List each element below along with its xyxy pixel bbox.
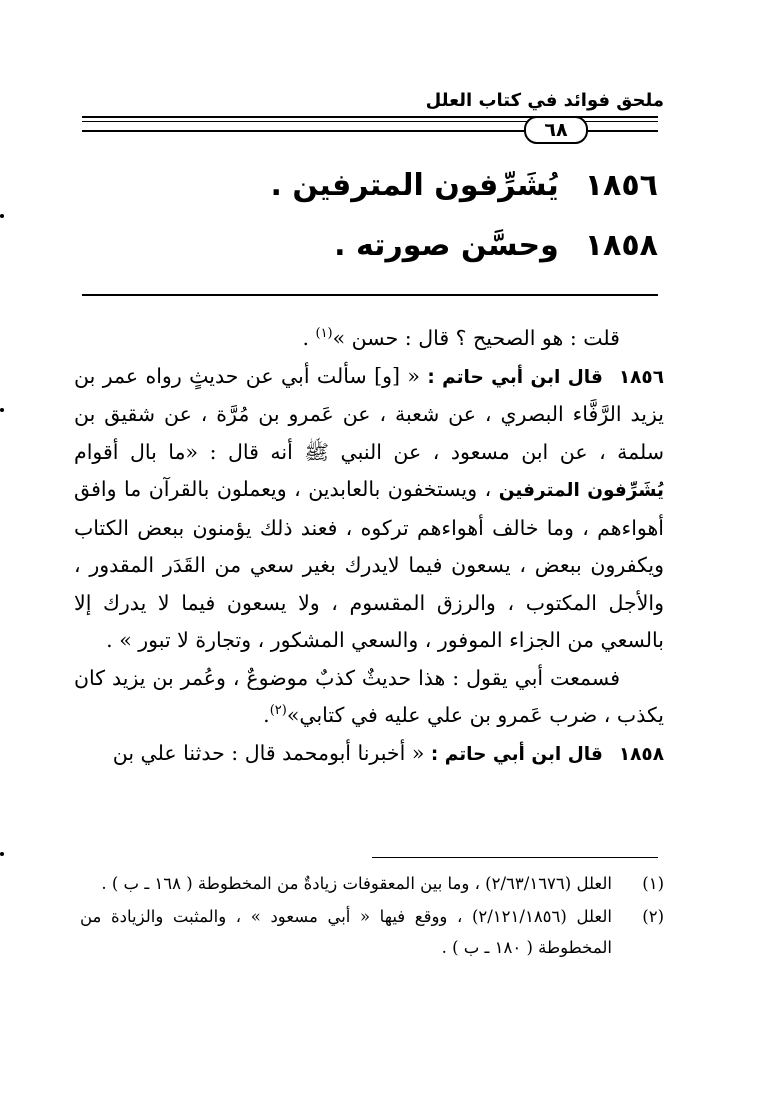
running-header-title: ملحق فوائد في كتاب العلل	[425, 90, 664, 111]
entry-heading-1858	[334, 228, 658, 263]
entry-text: يُشَرِّفون المترفين .	[270, 168, 559, 203]
page-number: ٦٨	[524, 116, 588, 144]
footnote-separator	[372, 857, 658, 858]
entry-number: ١٨٥٨	[584, 228, 658, 263]
paragraph-number: ١٨٥٦	[618, 366, 665, 388]
footnotes	[80, 868, 664, 965]
paragraph-lead: قال ابن أبي حاتم :	[427, 366, 603, 388]
footnote-1	[80, 868, 664, 899]
intro-text: قلت : هو الصحيح ؟ قال : حسن »	[332, 326, 620, 350]
hadith-paragraph-1856	[74, 358, 664, 660]
highlighted-phrase: يُشَرِّفون المترفين	[498, 480, 664, 501]
paragraph-text: « [و] سألت أبي عن حديثٍ رواه عمر بن يزيد الرَّفَّاء البصري ، عن شعبة ، عن عَمرو بن مُرَّة ، عن شقيق بن سلمة ، عن ابن مسعود ، عن النبي ﷺ أنه قال : «ما بال أقوام	[74, 363, 664, 464]
footnote-2	[80, 901, 664, 963]
section-divider	[82, 294, 658, 296]
footnote-mark: (١)	[642, 874, 664, 893]
scan-dot	[0, 852, 4, 856]
entry-number: ١٨٥٦	[584, 168, 658, 203]
intro-end: .	[302, 326, 316, 350]
entry-heading-1856	[270, 168, 658, 203]
footnote-mark: (٢)	[642, 907, 664, 926]
scan-dot	[0, 408, 4, 412]
paragraph-text: « أخبرنا أبومحمد قال : حدثنا علي بن	[112, 740, 431, 765]
paragraph-text-cont: ، ويستخفون بالعابدين ، ويعملون بالقرآن ما وافق أهواءهم ، وما خالف أهواءهم تركوه ، فعند ذلك يؤمنون ببعض الكتاب ويكفرون ببعض ، يسعون فيما لايدرك بغير سعي من القَدَر المقدور ، والأجل المكتوب ، والرزق المقسوم ، ولا يسعون فيما لا يدرك إلا بالسعي من الجزاء الموفور ، والسعي المشكور ، وتجارة لا تبور » .	[74, 477, 664, 652]
father-paragraph	[74, 660, 664, 735]
paragraph-text: فسمعت أبي يقول : هذا حديثٌ كذبٌ موضوعٌ ، وعُمر بن يزيد كان يكذب ، ضرب عَمرو بن علي عليه في كتابي»	[74, 665, 664, 727]
paragraph-end: .	[263, 703, 270, 727]
hadith-paragraph-1858	[74, 735, 664, 774]
footnote-text: العلل (٢/٦٣/١٦٧٦) ، وما بين المعقوفات زيادةٌ من المخطوطة ( ١٦٨ ـ ب ) .	[101, 874, 612, 893]
footnote-ref-2: (٢)	[269, 703, 287, 719]
entry-text: وحسَّن صورته .	[334, 228, 559, 263]
scan-dot	[0, 214, 4, 218]
footnote-text: العلل (٢/١٢١/١٨٥٦) ، ووقع فيها « أبي مسعود » ، والمثبت والزيادة من المخطوطة ( ١٨٠ ـ ب ) .	[80, 907, 612, 957]
paragraph-lead: قال ابن أبي حاتم :	[430, 743, 603, 765]
intro-paragraph	[74, 320, 664, 358]
paragraph-number: ١٨٥٨	[618, 743, 664, 765]
footnote-ref-1: (١)	[315, 326, 333, 342]
main-text	[74, 320, 664, 773]
